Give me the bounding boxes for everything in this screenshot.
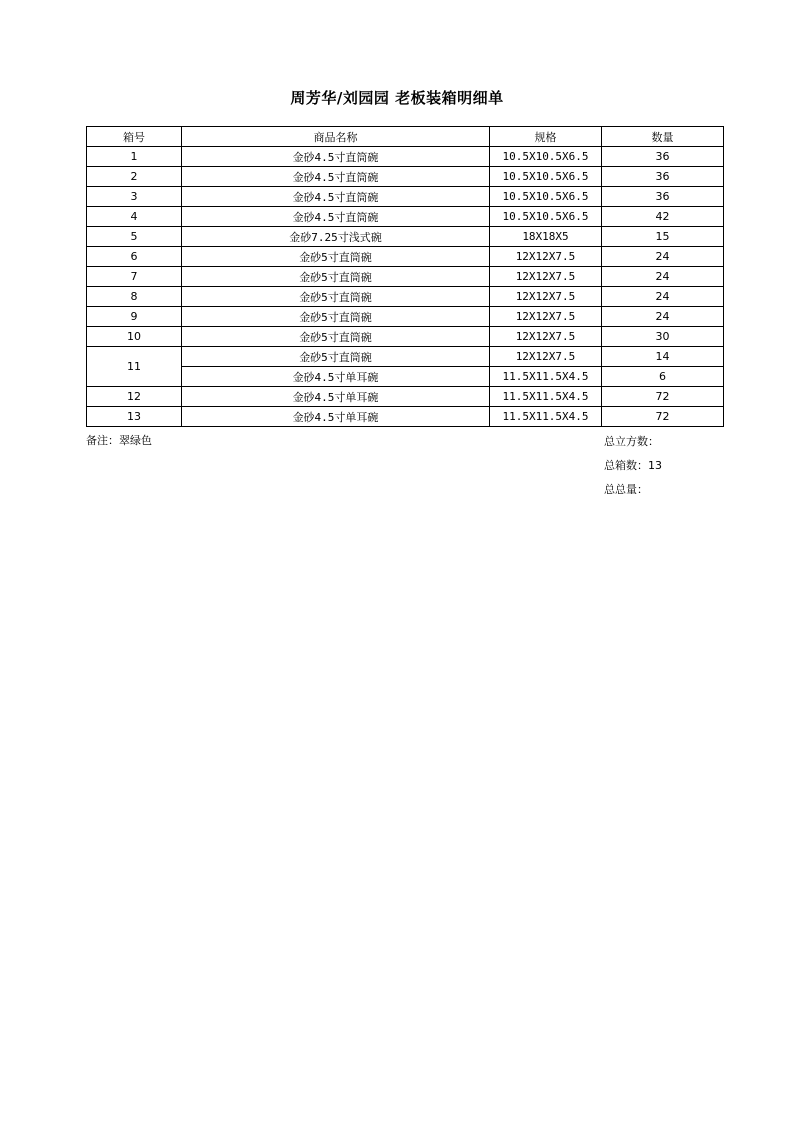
table-row <box>87 287 724 307</box>
cell-box-no: 10 <box>87 327 182 347</box>
cell-quantity: 24 <box>602 307 724 327</box>
cell-spec: 12X12X7.5 <box>490 307 602 327</box>
cell-quantity: 14 <box>602 347 724 367</box>
table-row <box>87 147 724 167</box>
total-volume-label: 总立方数： <box>604 435 659 448</box>
table-row <box>87 187 724 207</box>
cell-product: 金砂4.5寸单耳碗 <box>182 367 490 387</box>
cell-quantity: 24 <box>602 267 724 287</box>
cell-box-no: 5 <box>87 227 182 247</box>
cell-quantity: 24 <box>602 247 724 267</box>
cell-box-no: 12 <box>87 387 182 407</box>
cell-product: 金砂4.5寸单耳碗 <box>182 407 490 427</box>
total-volume-line <box>604 430 662 454</box>
packing-table <box>86 126 724 427</box>
cell-box-no: 9 <box>87 307 182 327</box>
cell-product: 金砂5寸直筒碗 <box>182 247 490 267</box>
table-row <box>87 327 724 347</box>
cell-spec: 18X18X5 <box>490 227 602 247</box>
cell-spec: 12X12X7.5 <box>490 347 602 367</box>
table-row <box>87 207 724 227</box>
table-row <box>87 387 724 407</box>
cell-product: 金砂4.5寸直筒碗 <box>182 187 490 207</box>
summary-block <box>604 430 662 502</box>
cell-quantity: 36 <box>602 167 724 187</box>
cell-spec: 10.5X10.5X6.5 <box>490 167 602 187</box>
cell-quantity: 72 <box>602 407 724 427</box>
cell-box-no: 3 <box>87 187 182 207</box>
total-boxes-value: 13 <box>648 459 662 472</box>
cell-product: 金砂7.25寸浅式碗 <box>182 227 490 247</box>
cell-product: 金砂5寸直筒碗 <box>182 327 490 347</box>
cell-spec: 12X12X7.5 <box>490 247 602 267</box>
table-row <box>87 347 724 367</box>
cell-spec: 11.5X11.5X4.5 <box>490 407 602 427</box>
cell-quantity: 72 <box>602 387 724 407</box>
table-row <box>87 227 724 247</box>
cell-quantity: 42 <box>602 207 724 227</box>
cell-product: 金砂4.5寸直筒碗 <box>182 147 490 167</box>
cell-spec: 11.5X11.5X4.5 <box>490 367 602 387</box>
cell-box-no: 7 <box>87 267 182 287</box>
cell-spec: 11.5X11.5X4.5 <box>490 387 602 407</box>
cell-quantity: 15 <box>602 227 724 247</box>
cell-product: 金砂4.5寸直筒碗 <box>182 167 490 187</box>
cell-quantity: 24 <box>602 287 724 307</box>
cell-product: 金砂5寸直筒碗 <box>182 347 490 367</box>
header-product-name: 商品名称 <box>182 127 490 147</box>
page-title: 周芳华/刘园园 老板装箱明细单 <box>290 89 504 107</box>
header-spec: 规格 <box>490 127 602 147</box>
cell-spec: 10.5X10.5X6.5 <box>490 187 602 207</box>
cell-spec: 12X12X7.5 <box>490 287 602 307</box>
table-row <box>87 307 724 327</box>
cell-box-no: 6 <box>87 247 182 267</box>
cell-box-no-merged: 11 <box>87 347 182 387</box>
cell-box-no: 13 <box>87 407 182 427</box>
cell-box-no: 2 <box>87 167 182 187</box>
cell-box-no: 4 <box>87 207 182 227</box>
cell-product: 金砂5寸直筒碗 <box>182 287 490 307</box>
cell-box-no: 1 <box>87 147 182 167</box>
table-row <box>87 247 724 267</box>
remark-note: 备注：翠绿色 <box>86 434 152 447</box>
table-row <box>87 407 724 427</box>
cell-spec: 10.5X10.5X6.5 <box>490 207 602 227</box>
total-quantity-label: 总总量： <box>604 483 648 496</box>
cell-quantity: 36 <box>602 147 724 167</box>
cell-spec: 12X12X7.5 <box>490 267 602 287</box>
table-row <box>87 367 724 387</box>
cell-product: 金砂5寸直筒碗 <box>182 267 490 287</box>
table-row <box>87 267 724 287</box>
cell-product: 金砂4.5寸单耳碗 <box>182 387 490 407</box>
cell-box-no: 8 <box>87 287 182 307</box>
total-quantity-line <box>604 478 662 502</box>
cell-spec: 10.5X10.5X6.5 <box>490 147 602 167</box>
cell-quantity: 30 <box>602 327 724 347</box>
total-boxes-line <box>604 454 662 478</box>
cell-quantity: 36 <box>602 187 724 207</box>
cell-spec: 12X12X7.5 <box>490 327 602 347</box>
header-box-no: 箱号 <box>87 127 182 147</box>
table-row <box>87 167 724 187</box>
total-boxes-label: 总箱数： <box>604 459 648 472</box>
cell-product: 金砂5寸直筒碗 <box>182 307 490 327</box>
cell-product: 金砂4.5寸直筒碗 <box>182 207 490 227</box>
table-header-row <box>87 127 724 147</box>
cell-quantity: 6 <box>602 367 724 387</box>
header-quantity: 数量 <box>602 127 724 147</box>
